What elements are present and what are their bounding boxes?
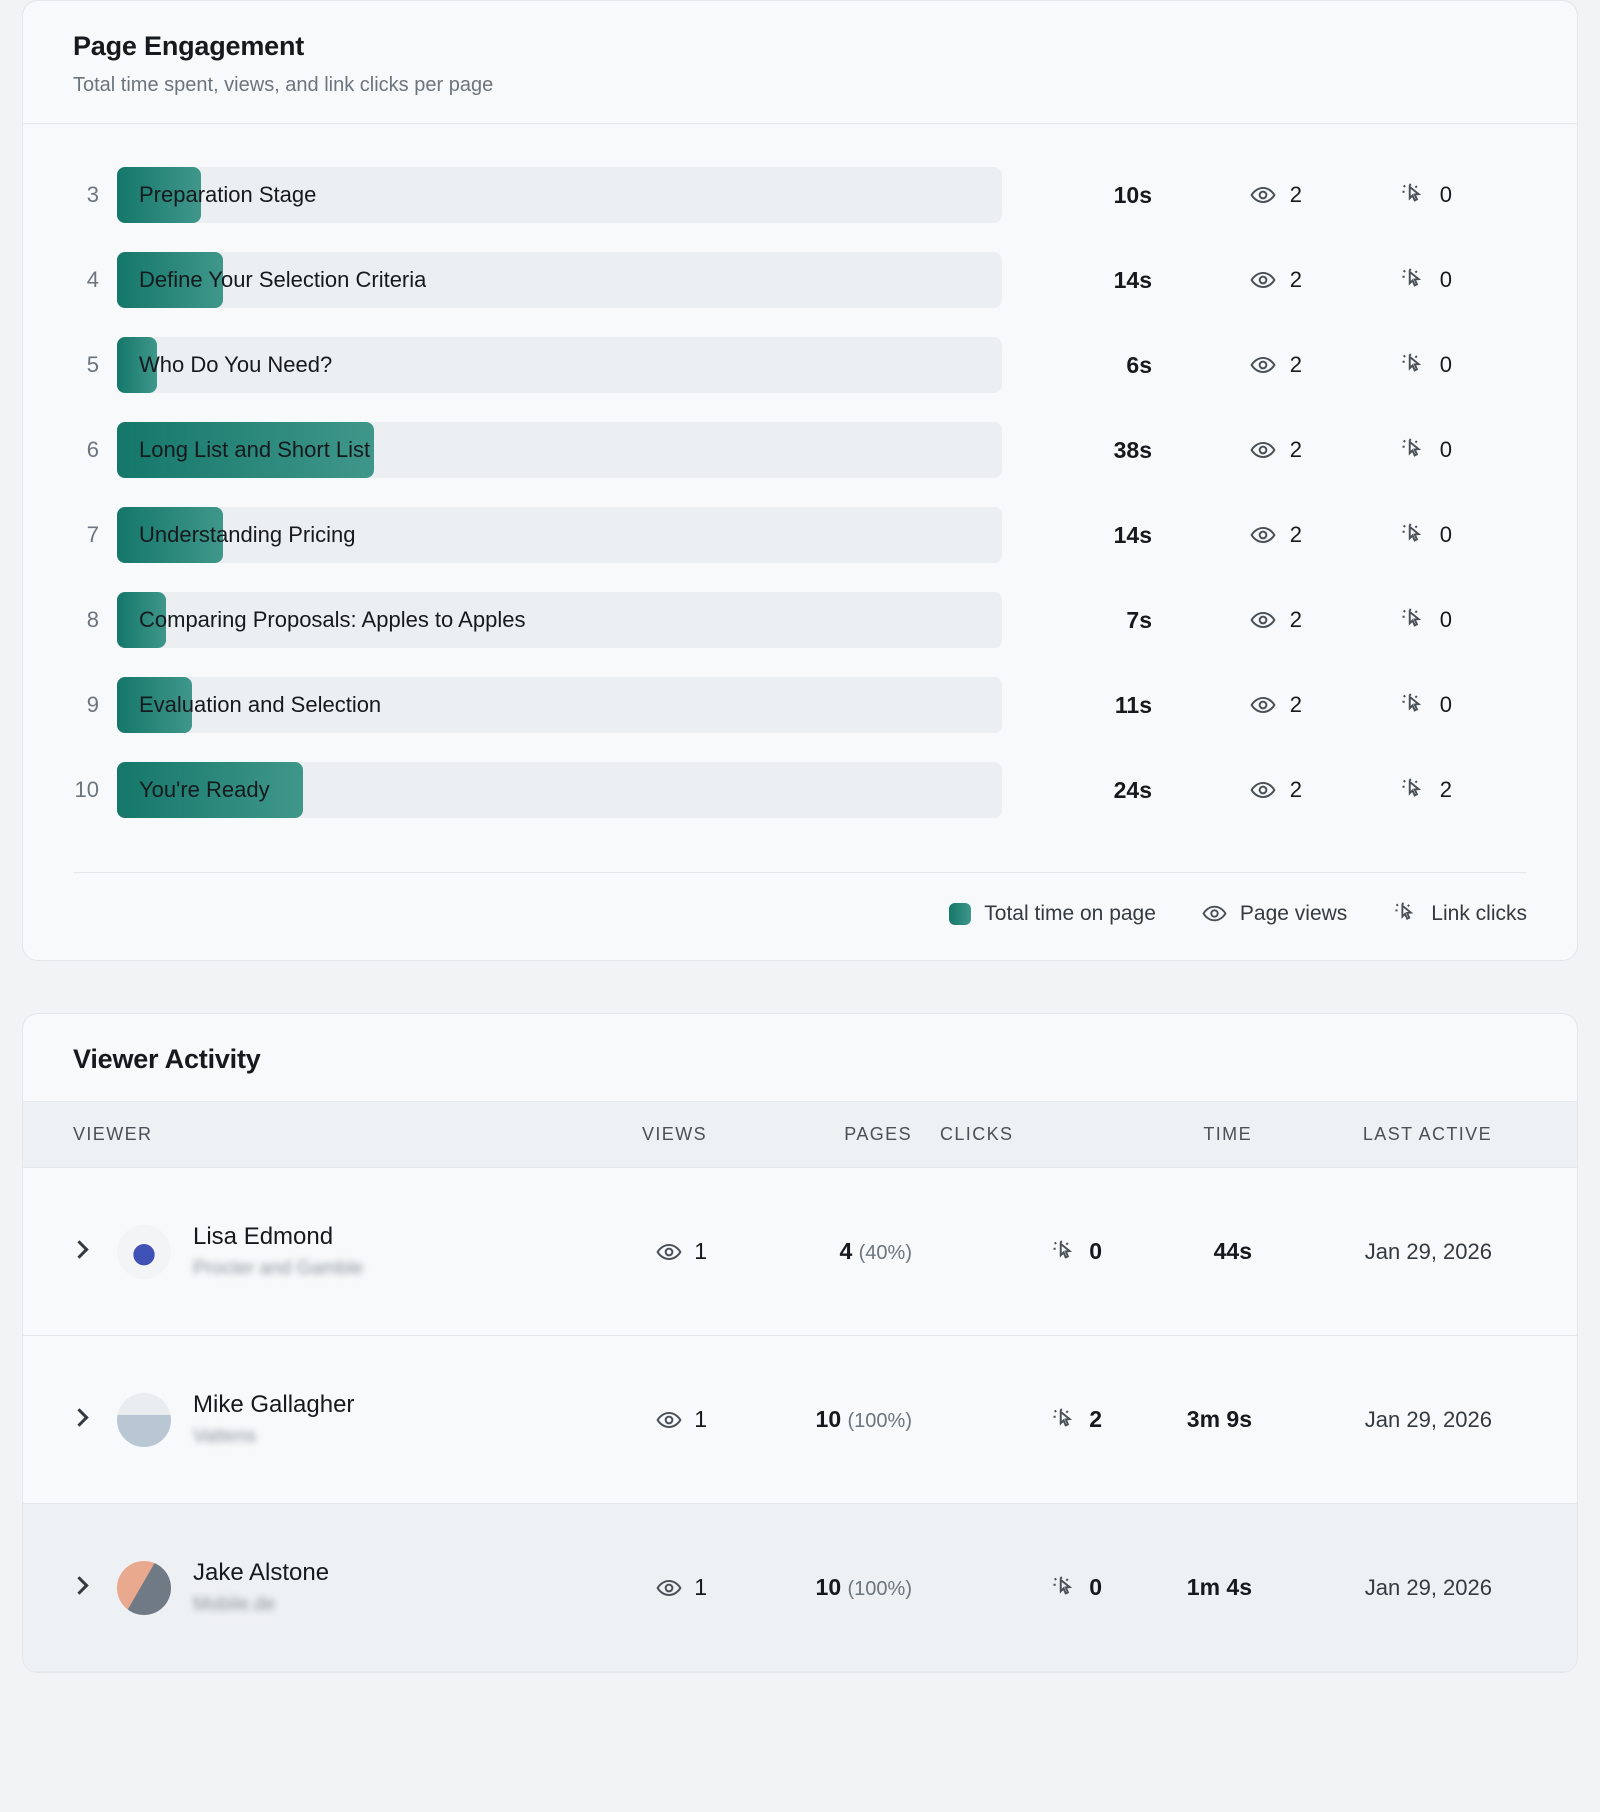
eye-icon: [1250, 777, 1276, 803]
time-on-page: 24s: [1113, 776, 1152, 803]
legend-swatch-icon: [949, 903, 971, 925]
chart-row[interactable]: [73, 759, 1527, 821]
page-views-value: 2: [1289, 437, 1302, 462]
legend-link-clicks-label: Link clicks: [1431, 901, 1527, 925]
cursor-click-icon: [1051, 1239, 1077, 1265]
viewer-name: Mike Gallagher: [193, 1391, 355, 1418]
bar-track: [117, 592, 1002, 648]
chart-row[interactable]: [73, 589, 1527, 651]
section-spacer: [22, 961, 1578, 1013]
eye-icon: [656, 1407, 682, 1433]
page-title: Page Engagement: [73, 31, 305, 61]
viewer-activity-header: [23, 1014, 1577, 1102]
cursor-click-icon: [1400, 267, 1426, 293]
expand-row-button[interactable]: [73, 1411, 117, 1429]
chevron-right-icon: [70, 1576, 88, 1594]
expand-row-button[interactable]: [73, 1579, 117, 1597]
engagement-chart: [23, 124, 1577, 862]
column-header-viewer: VIEWER: [73, 1124, 153, 1144]
bar-track: [117, 422, 1002, 478]
time-on-page: 6s: [1126, 351, 1152, 378]
viewer-cell: [117, 1559, 547, 1616]
column-header-time: TIME: [1203, 1124, 1252, 1144]
cursor-click-icon: [1400, 352, 1426, 378]
link-clicks-value: 0: [1439, 437, 1452, 462]
time-on-page: 7s: [1126, 606, 1152, 633]
cursor-click-icon: [1400, 437, 1426, 463]
time-on-page: 14s: [1113, 521, 1152, 548]
page-number: 5: [86, 352, 99, 377]
link-clicks-value: 0: [1439, 352, 1452, 377]
views-cell: [547, 1574, 707, 1601]
table-row[interactable]: [23, 1336, 1577, 1504]
column-header-clicks: CLICKS: [940, 1124, 1014, 1144]
legend-link-clicks: [1393, 901, 1527, 926]
viewer-company: Vattens: [193, 1426, 257, 1447]
chart-legend: [73, 872, 1527, 960]
chevron-right-icon: [70, 1408, 88, 1426]
viewer-activity-card: [22, 1013, 1578, 1673]
link-clicks-value: 0: [1439, 607, 1452, 632]
cursor-click-icon: [1400, 182, 1426, 208]
page-views-cell: [1152, 182, 1302, 208]
link-clicks-value: 0: [1439, 182, 1452, 207]
page-engagement-header: [23, 1, 1577, 124]
viewer-cell: [117, 1391, 547, 1448]
page-name: Comparing Proposals: Apples to Apples: [139, 607, 526, 632]
page-views-cell: [1152, 267, 1302, 293]
clicks-value: 0: [1089, 1238, 1102, 1264]
viewer-name: Lisa Edmond: [193, 1223, 334, 1250]
page-name: Evaluation and Selection: [139, 692, 382, 717]
bar-track: [117, 762, 1002, 818]
page-name: Long List and Short List: [139, 437, 371, 462]
link-clicks-value: 2: [1439, 777, 1452, 802]
views-cell: [547, 1406, 707, 1433]
pages-cell: [707, 1574, 912, 1601]
page-number: 8: [86, 607, 99, 632]
views-value: 1: [694, 1574, 707, 1600]
time-on-page: 10s: [1113, 181, 1152, 208]
last-active-cell: Jan 29, 2026: [1364, 1238, 1492, 1264]
viewer-name: Jake Alstone: [193, 1559, 330, 1586]
clicks-cell: [912, 1406, 1102, 1433]
page-name: You're Ready: [139, 777, 270, 802]
link-clicks-cell: [1302, 267, 1452, 293]
link-clicks-cell: [1302, 777, 1452, 803]
link-clicks-cell: [1302, 522, 1452, 548]
last-active-cell: Jan 29, 2026: [1364, 1406, 1492, 1432]
cursor-click-icon: [1051, 1575, 1077, 1601]
link-clicks-value: 0: [1439, 522, 1452, 547]
pages-percent: (100%): [847, 1578, 912, 1600]
legend-total-time-label: Total time on page: [984, 901, 1156, 925]
page-views-value: 2: [1289, 522, 1302, 547]
views-cell: [547, 1238, 707, 1265]
cursor-click-icon: [1400, 522, 1426, 548]
bar-track: [117, 252, 1002, 308]
column-header-views: VIEWS: [641, 1124, 707, 1144]
eye-icon: [1250, 607, 1276, 633]
cursor-click-icon: [1051, 1407, 1077, 1433]
eye-icon: [1250, 267, 1276, 293]
link-clicks-cell: [1302, 692, 1452, 718]
chevron-right-icon: [70, 1240, 88, 1258]
page-views-value: 2: [1289, 182, 1302, 207]
bar-track: [117, 507, 1002, 563]
link-clicks-value: 0: [1439, 692, 1452, 717]
eye-icon: [1250, 522, 1276, 548]
page-views-value: 2: [1289, 352, 1302, 377]
page-name: Define Your Selection Criteria: [139, 267, 427, 292]
page-number: 4: [86, 267, 99, 292]
clicks-value: 2: [1089, 1406, 1102, 1432]
pages-cell: [707, 1406, 912, 1433]
page-views-value: 2: [1289, 267, 1302, 292]
legend-total-time: [949, 902, 1156, 926]
legend-page-views: [1202, 901, 1347, 926]
viewer-cell: [117, 1223, 547, 1280]
page-views-cell: [1152, 437, 1302, 463]
column-header-pages: PAGES: [844, 1124, 912, 1144]
link-clicks-cell: [1302, 352, 1452, 378]
page-views-value: 2: [1289, 692, 1302, 717]
avatar: [117, 1225, 171, 1279]
chart-row[interactable]: [73, 164, 1527, 226]
page-views-cell: [1152, 777, 1302, 803]
table-header: [23, 1102, 1577, 1168]
page-engagement-card: [22, 0, 1578, 961]
time-cell: 1m 4s: [1186, 1574, 1252, 1600]
chart-row[interactable]: [73, 419, 1527, 481]
page-subtitle: Total time spent, views, and link clicks per page: [73, 74, 494, 96]
chart-row[interactable]: [73, 504, 1527, 566]
chart-row[interactable]: [73, 249, 1527, 311]
eye-icon: [1202, 901, 1227, 926]
eye-icon: [656, 1575, 682, 1601]
page-views-cell: [1152, 352, 1302, 378]
page-name: Understanding Pricing: [139, 522, 356, 547]
pages-value: 4: [839, 1238, 853, 1264]
page-name: Preparation Stage: [139, 182, 317, 207]
page-views-cell: [1152, 522, 1302, 548]
bar-track: [117, 677, 1002, 733]
eye-icon: [1250, 692, 1276, 718]
expand-row-button[interactable]: [73, 1243, 117, 1261]
link-clicks-cell: [1302, 182, 1452, 208]
viewer-activity-title: Viewer Activity: [73, 1044, 261, 1074]
link-clicks-cell: [1302, 607, 1452, 633]
viewer-company: Procter and Gamble: [193, 1258, 364, 1279]
chart-row[interactable]: [73, 674, 1527, 736]
pages-value: 10: [815, 1574, 842, 1600]
page-views-cell: [1152, 607, 1302, 633]
page-number: 7: [86, 522, 99, 547]
time-cell: 3m 9s: [1186, 1406, 1252, 1432]
eye-icon: [1250, 352, 1276, 378]
page-views-value: 2: [1289, 607, 1302, 632]
last-active-cell: Jan 29, 2026: [1364, 1574, 1492, 1600]
pages-percent: (100%): [847, 1410, 912, 1432]
page-name: Who Do You Need?: [139, 352, 333, 377]
page-number: 10: [74, 777, 99, 802]
page-number: 3: [86, 182, 99, 207]
page-views-value: 2: [1289, 777, 1302, 802]
time-cell: 44s: [1213, 1238, 1252, 1264]
clicks-cell: [912, 1238, 1102, 1265]
bar-track: [117, 167, 1002, 223]
clicks-cell: [912, 1574, 1102, 1601]
cursor-click-icon: [1393, 901, 1418, 926]
avatar: [117, 1393, 171, 1447]
cursor-click-icon: [1400, 692, 1426, 718]
cursor-click-icon: [1400, 607, 1426, 633]
eye-icon: [1250, 437, 1276, 463]
viewer-company: Mobile.de: [193, 1594, 276, 1615]
time-on-page: 38s: [1113, 436, 1152, 463]
pages-value: 10: [815, 1406, 842, 1432]
chart-row[interactable]: [73, 334, 1527, 396]
bar-track: [117, 337, 1002, 393]
page-number: 9: [86, 692, 99, 717]
views-value: 1: [694, 1406, 707, 1432]
pages-cell: [707, 1238, 912, 1265]
link-clicks-value: 0: [1439, 267, 1452, 292]
views-value: 1: [694, 1238, 707, 1264]
time-on-page: 14s: [1113, 266, 1152, 293]
clicks-value: 0: [1089, 1574, 1102, 1600]
pages-percent: (40%): [858, 1242, 912, 1264]
avatar: [117, 1561, 171, 1615]
table-row[interactable]: [23, 1504, 1577, 1672]
time-on-page: 11s: [1114, 691, 1152, 718]
page-number: 6: [86, 437, 99, 462]
link-clicks-cell: [1302, 437, 1452, 463]
table-row[interactable]: [23, 1168, 1577, 1336]
column-header-last-active: LAST ACTIVE: [1362, 1124, 1492, 1144]
page-views-cell: [1152, 692, 1302, 718]
legend-page-views-label: Page views: [1239, 901, 1348, 925]
cursor-click-icon: [1400, 777, 1426, 803]
eye-icon: [656, 1239, 682, 1265]
eye-icon: [1250, 182, 1276, 208]
